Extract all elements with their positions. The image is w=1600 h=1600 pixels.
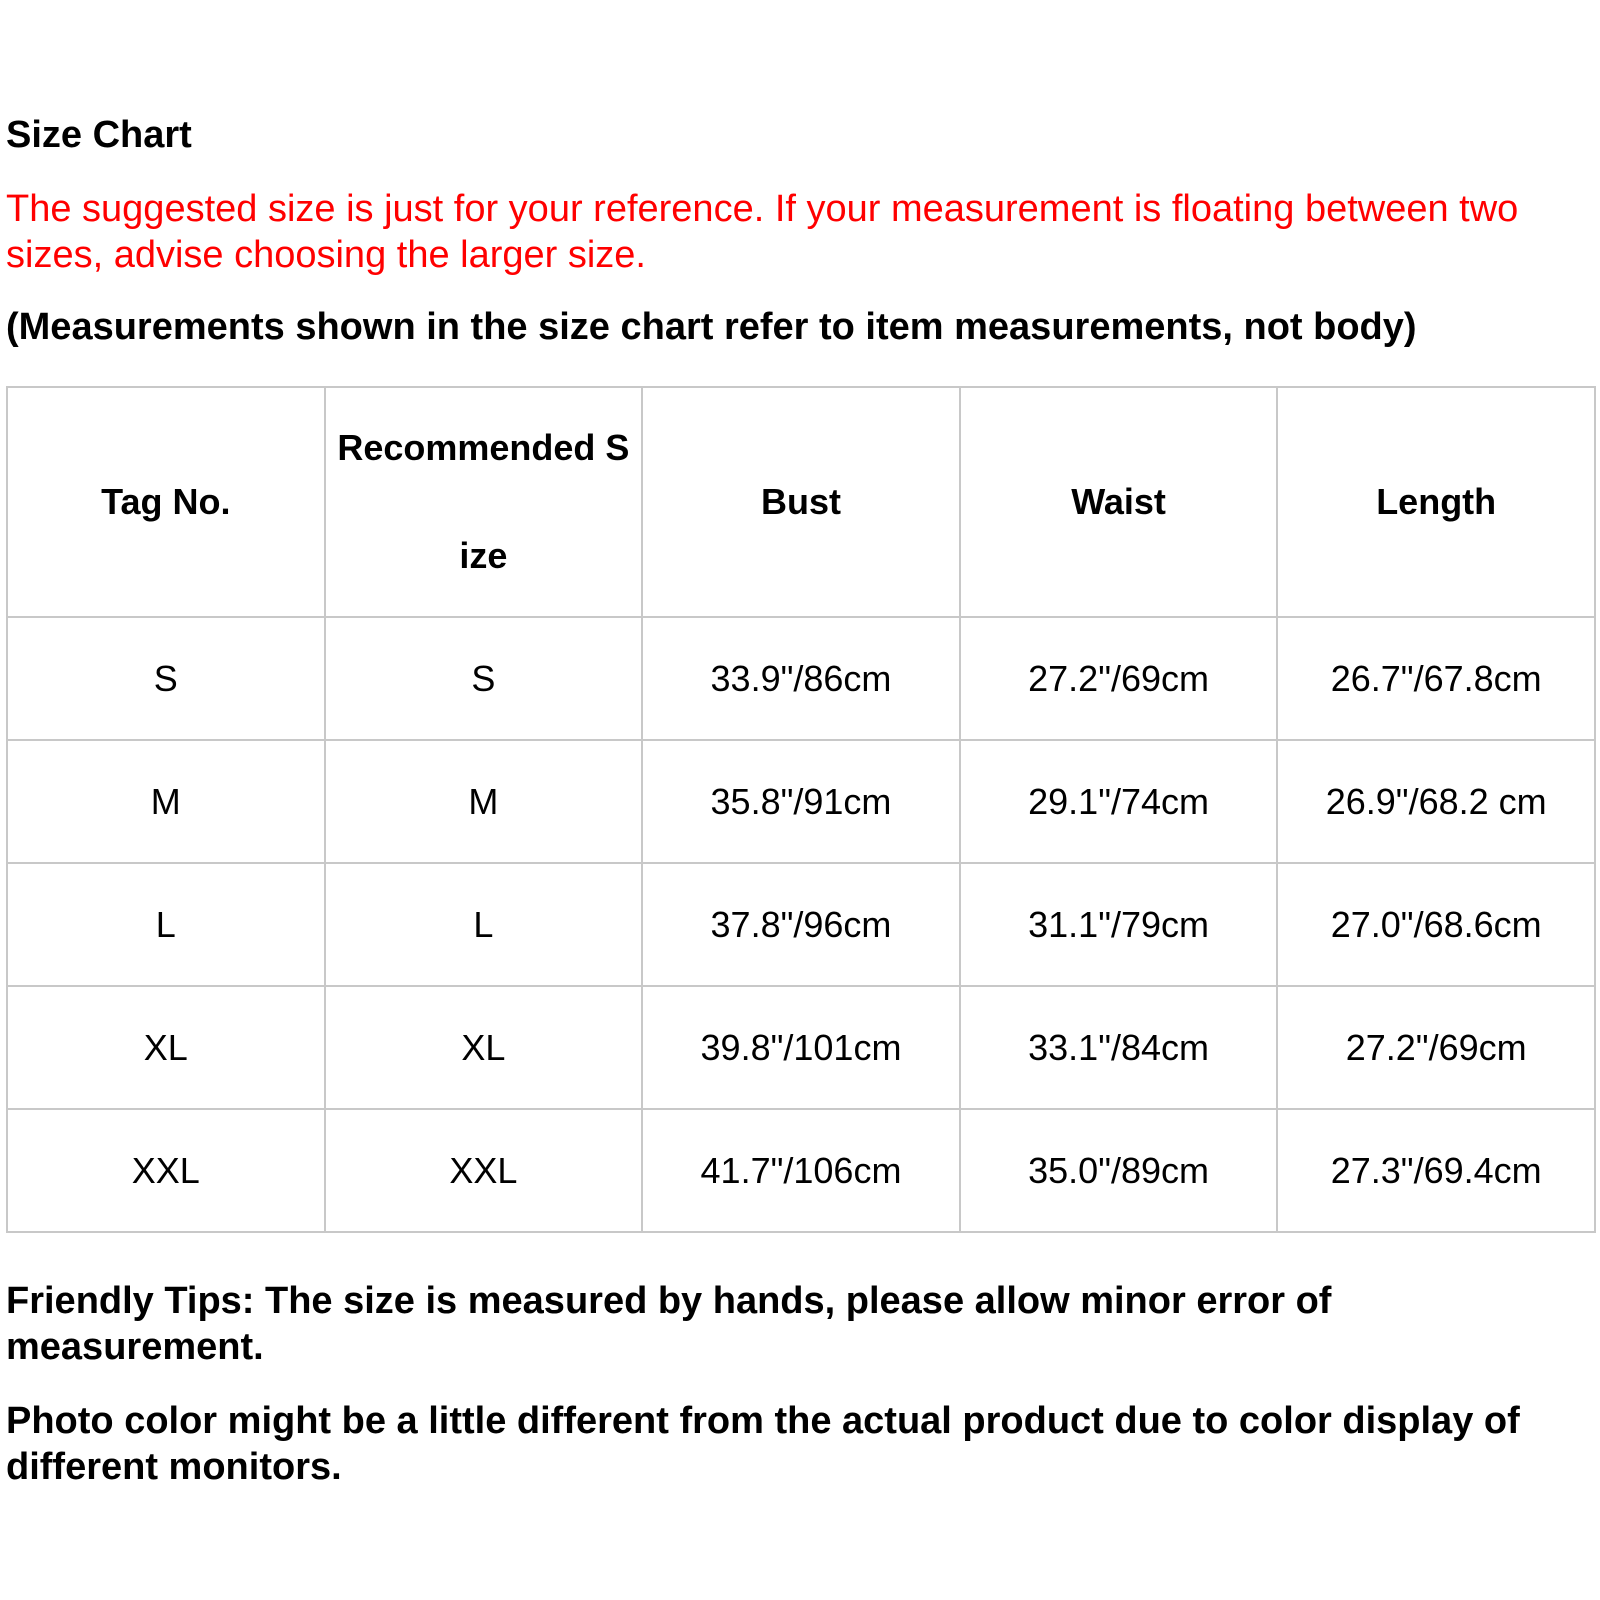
cell-tag-no: XXL xyxy=(7,1109,325,1232)
cell-tag-no: L xyxy=(7,863,325,986)
cell-recommended-size: M xyxy=(325,740,643,863)
table-row xyxy=(7,1109,1595,1232)
cell-length: 27.3"/69.4cm xyxy=(1277,1109,1595,1232)
cell-tag-no: S xyxy=(7,617,325,740)
table-row xyxy=(7,863,1595,986)
cell-recommended-size: L xyxy=(325,863,643,986)
cell-waist: 29.1"/74cm xyxy=(960,740,1278,863)
measurement-note: (Measurements shown in the size chart refer to item measurements, not body) xyxy=(6,306,1417,348)
table-row xyxy=(7,986,1595,1109)
cell-length: 27.0"/68.6cm xyxy=(1277,863,1595,986)
cell-waist: 33.1"/84cm xyxy=(960,986,1278,1109)
cell-bust: 41.7"/106cm xyxy=(642,1109,960,1232)
cell-length: 26.7"/67.8cm xyxy=(1277,617,1595,740)
cell-bust: 39.8"/101cm xyxy=(642,986,960,1109)
header-bust: Bust xyxy=(642,387,960,617)
size-table xyxy=(6,386,1596,1233)
size-notice: The suggested size is just for your reference. If your measurement is floating between two sizes, advise choosing the larger size. xyxy=(6,188,1519,276)
cell-tag-no: M xyxy=(7,740,325,863)
cell-recommended-size: XL xyxy=(325,986,643,1109)
header-recommended-size: Recommended Size xyxy=(325,387,643,617)
cell-bust: 37.8"/96cm xyxy=(642,863,960,986)
header-length: Length xyxy=(1277,387,1595,617)
header-tag-no: Tag No. xyxy=(7,387,325,617)
cell-length: 26.9"/68.2 cm xyxy=(1277,740,1595,863)
header-waist: Waist xyxy=(960,387,1278,617)
table-row xyxy=(7,617,1595,740)
cell-bust: 35.8"/91cm xyxy=(642,740,960,863)
cell-waist: 35.0"/89cm xyxy=(960,1109,1278,1232)
table-header-row xyxy=(7,387,1595,617)
cell-waist: 31.1"/79cm xyxy=(960,863,1278,986)
friendly-tips: Friendly Tips: The size is measured by hands, please allow minor error of measurement. xyxy=(6,1280,1332,1368)
cell-tag-no: XL xyxy=(7,986,325,1109)
cell-bust: 33.9"/86cm xyxy=(642,617,960,740)
cell-length: 27.2"/69cm xyxy=(1277,986,1595,1109)
cell-recommended-size: XXL xyxy=(325,1109,643,1232)
cell-waist: 27.2"/69cm xyxy=(960,617,1278,740)
table-row xyxy=(7,740,1595,863)
cell-recommended-size: S xyxy=(325,617,643,740)
photo-color-note: Photo color might be a little different from the actual product due to color display of different monitors. xyxy=(6,1400,1520,1488)
page-title: Size Chart xyxy=(6,114,192,156)
